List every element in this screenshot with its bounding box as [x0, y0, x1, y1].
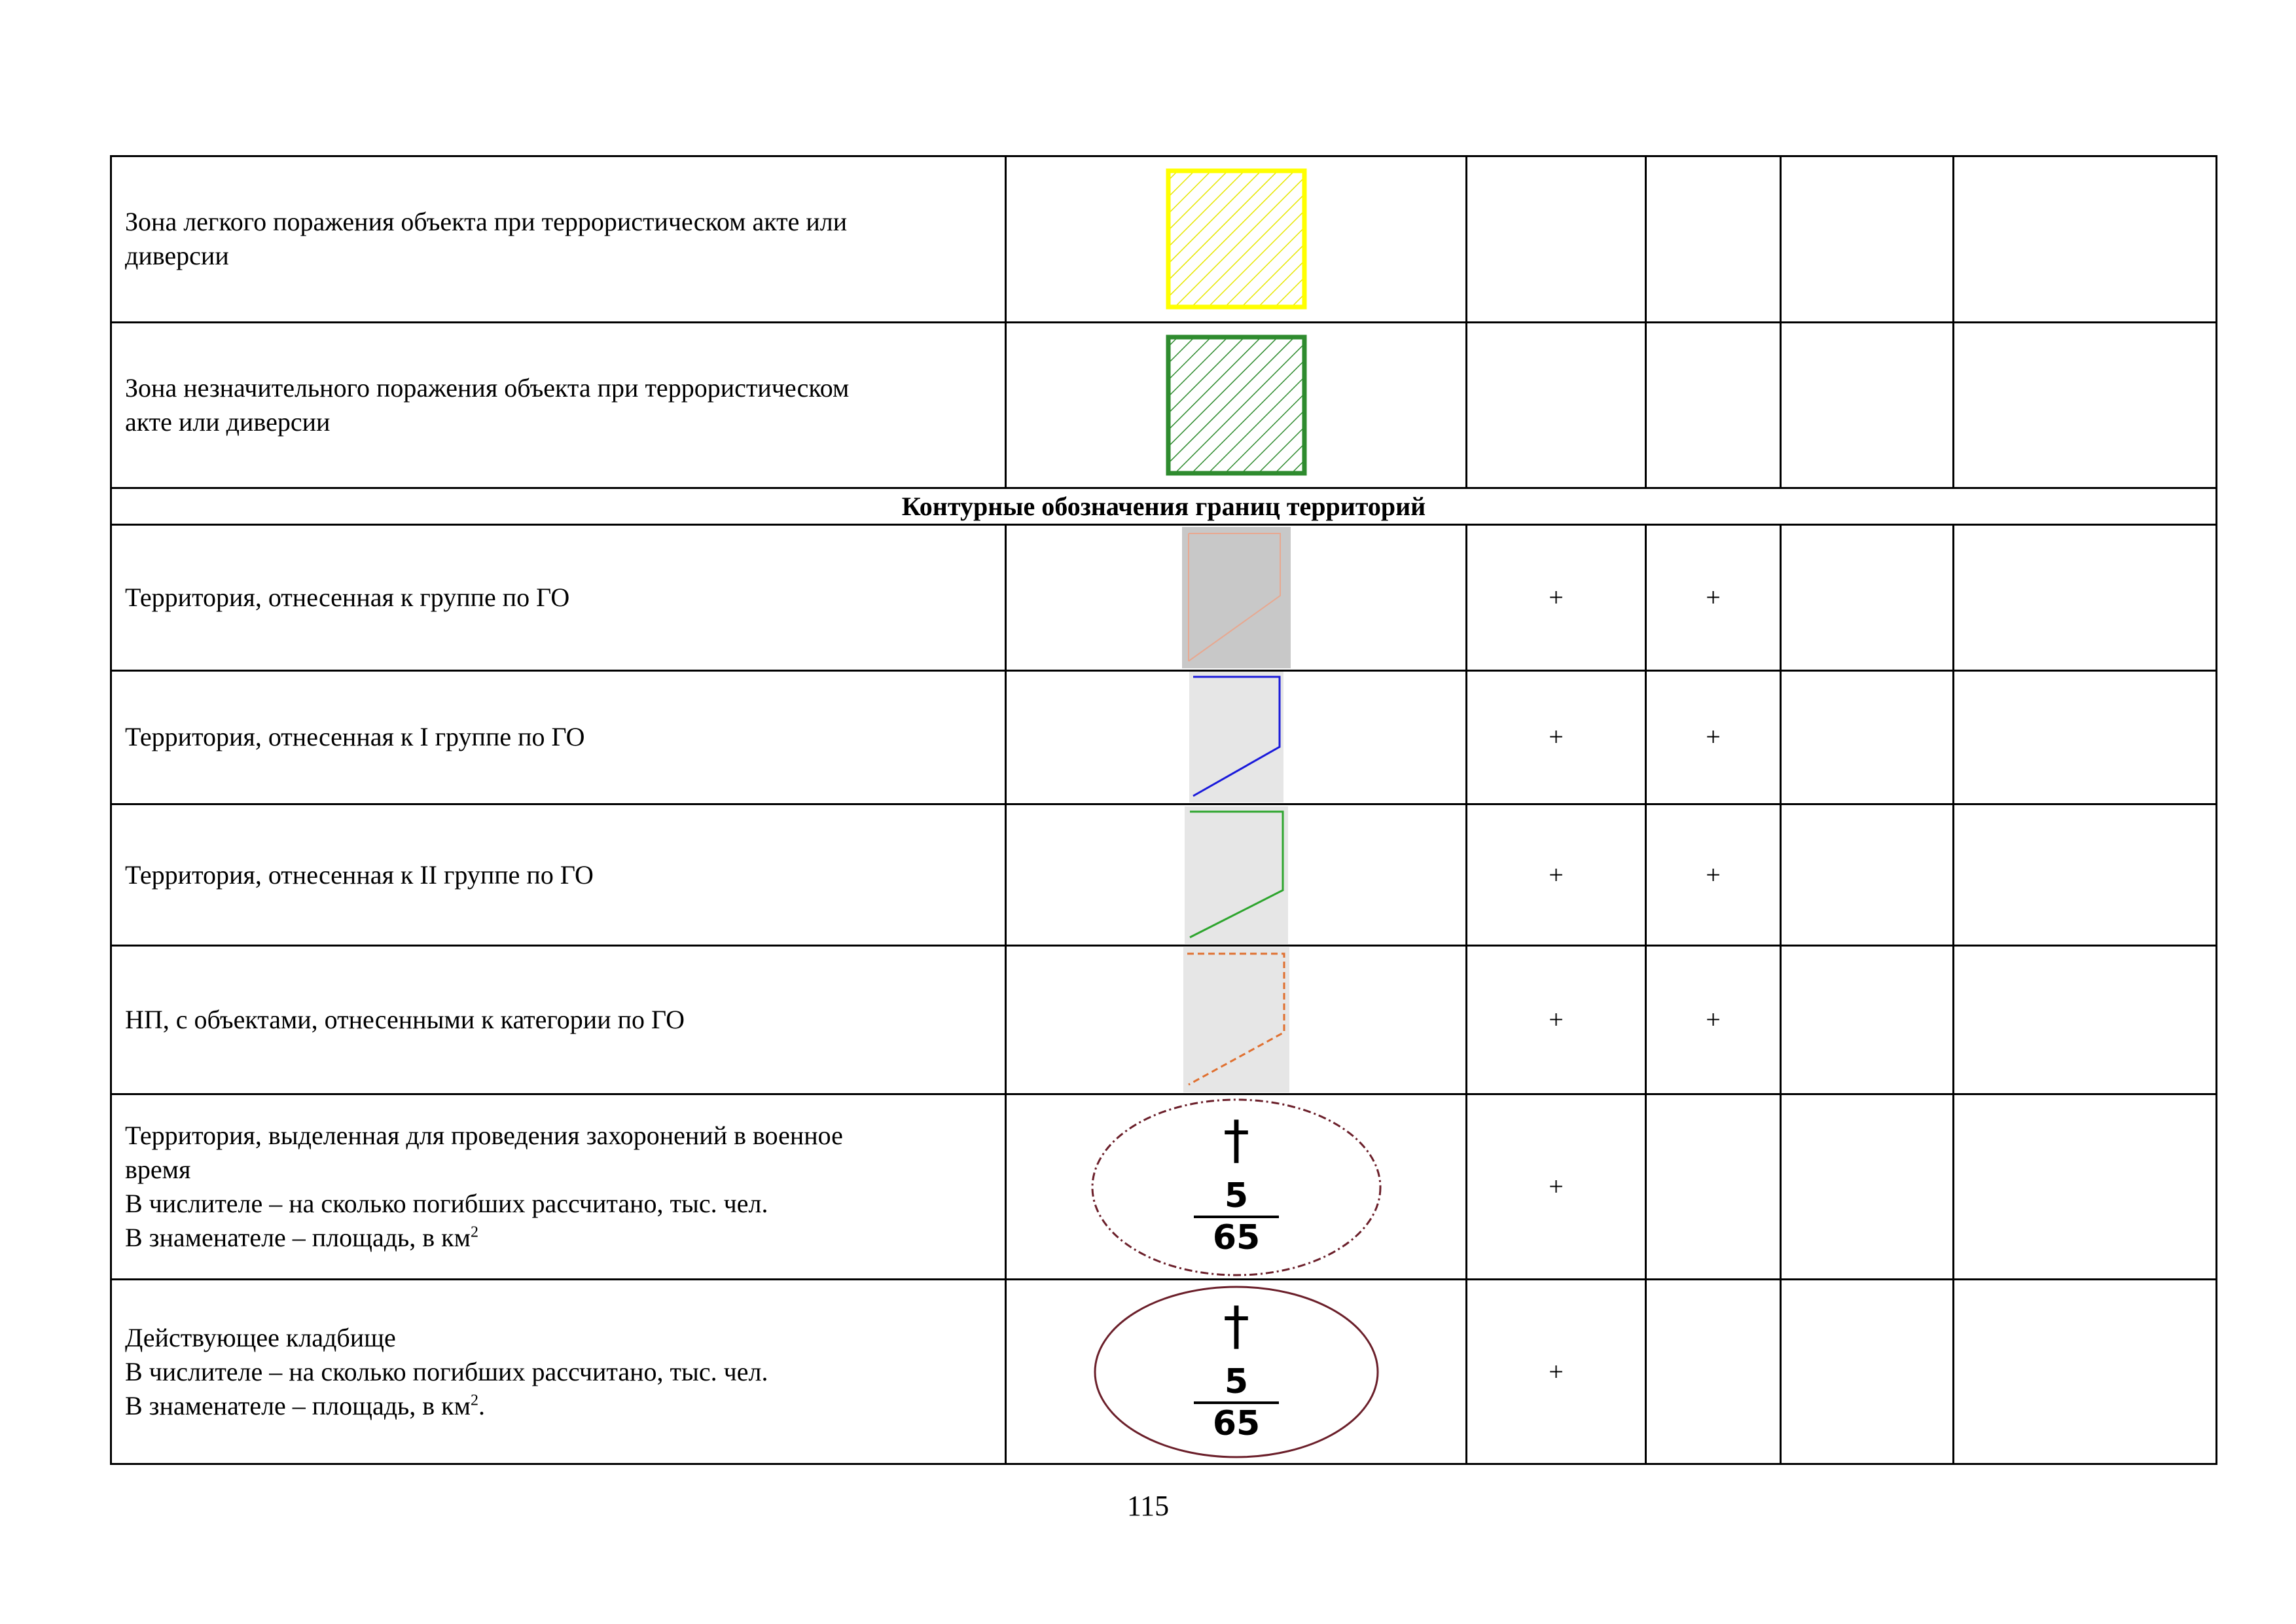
row-description: Зона незначительного поражения объекта при террористическом акте или диверсии	[111, 322, 1006, 488]
row-symbol	[1006, 670, 1467, 804]
mark-cell	[1954, 670, 2217, 804]
denominator: 65	[1212, 1403, 1260, 1443]
table-row	[111, 946, 2217, 1094]
blue-contour-icon	[1189, 672, 1283, 803]
dashed-ellipse-cross-icon	[1089, 1096, 1384, 1278]
row-symbol	[1006, 1280, 1467, 1464]
mark-cell: +	[1646, 804, 1781, 945]
mark-cell: +	[1467, 1280, 1646, 1464]
mark-cell	[1781, 1094, 1954, 1280]
section-title: Контурные обозначения границ территорий	[111, 488, 2217, 525]
table-row	[111, 156, 2217, 323]
mark-cell	[1781, 1280, 1954, 1464]
green-contour-icon	[1185, 806, 1288, 944]
table-row	[111, 804, 2217, 945]
table-row	[111, 322, 2217, 488]
table-row	[111, 670, 2217, 804]
mark-cell	[1954, 1280, 2217, 1464]
numerator: 5	[1224, 1176, 1248, 1216]
row-symbol	[1006, 946, 1467, 1094]
row-symbol	[1006, 156, 1467, 323]
mark-cell	[1781, 670, 1954, 804]
mark-cell: +	[1467, 946, 1646, 1094]
mark-cell	[1781, 322, 1954, 488]
row-symbol	[1006, 804, 1467, 945]
row-symbol	[1006, 1094, 1467, 1280]
row-description: Территория, отнесенная к II группе по ГО	[111, 804, 1006, 945]
mark-cell: +	[1646, 946, 1781, 1094]
table-row	[111, 525, 2217, 670]
mark-cell: +	[1646, 525, 1781, 670]
numerator: 5	[1224, 1362, 1248, 1401]
mark-cell	[1954, 322, 2217, 488]
mark-cell	[1954, 946, 2217, 1094]
mark-cell: +	[1646, 670, 1781, 804]
green-hatched-square-icon	[1164, 333, 1308, 477]
section-row	[111, 488, 2217, 525]
mark-cell	[1467, 156, 1646, 323]
row-symbol	[1006, 525, 1467, 670]
mark-cell	[1954, 525, 2217, 670]
mark-cell	[1954, 804, 2217, 945]
row-description: Территория, отнесенная к I группе по ГО	[111, 670, 1006, 804]
table-row	[111, 1280, 2217, 1464]
page-number: 115	[1126, 1490, 1170, 1522]
row-description: НП, с объектами, отнесенными к категории по ГО	[111, 946, 1006, 1094]
mark-cell: +	[1467, 670, 1646, 804]
denominator: 65	[1212, 1218, 1260, 1258]
row-description: Действующее кладбище В числителе – на сколько погибших рассчитано, тыс. чел. В знаменателе – площадь, в $км^2$.	[111, 1280, 1006, 1464]
mark-cell	[1646, 1094, 1781, 1280]
mark-cell	[1781, 525, 1954, 670]
mark-cell	[1954, 156, 2217, 323]
mark-cell	[1781, 156, 1954, 323]
mark-cell	[1646, 1280, 1781, 1464]
row-description: Территория, отнесенная к группе по ГО	[111, 525, 1006, 670]
mark-cell	[1646, 156, 1781, 323]
gray-contour-icon	[1182, 527, 1291, 668]
solid-ellipse-cross-icon	[1089, 1282, 1384, 1462]
legend-table	[110, 155, 2217, 1465]
mark-cell	[1781, 946, 1954, 1094]
row-description: Территория, выделенная для проведения захоронений в военное время В числителе – на сколько погибших рассчитано, тыс. чел. В знаменателе – площадь, в $км^2$	[111, 1094, 1006, 1280]
mark-cell	[1467, 322, 1646, 488]
row-description: Зона легкого поражения объекта при террористическом акте или диверсии	[111, 156, 1006, 323]
yellow-hatched-square-icon	[1164, 167, 1308, 311]
cross-symbol: †	[1223, 1295, 1249, 1356]
mark-cell	[1781, 804, 1954, 945]
mark-cell: +	[1467, 525, 1646, 670]
mark-cell	[1954, 1094, 2217, 1280]
mark-cell: +	[1467, 804, 1646, 945]
table-row	[111, 1094, 2217, 1280]
mark-cell: +	[1467, 1094, 1646, 1280]
mark-cell	[1646, 322, 1781, 488]
cross-symbol: †	[1223, 1110, 1249, 1171]
orange-dashed-contour-icon	[1183, 947, 1289, 1092]
row-symbol	[1006, 322, 1467, 488]
